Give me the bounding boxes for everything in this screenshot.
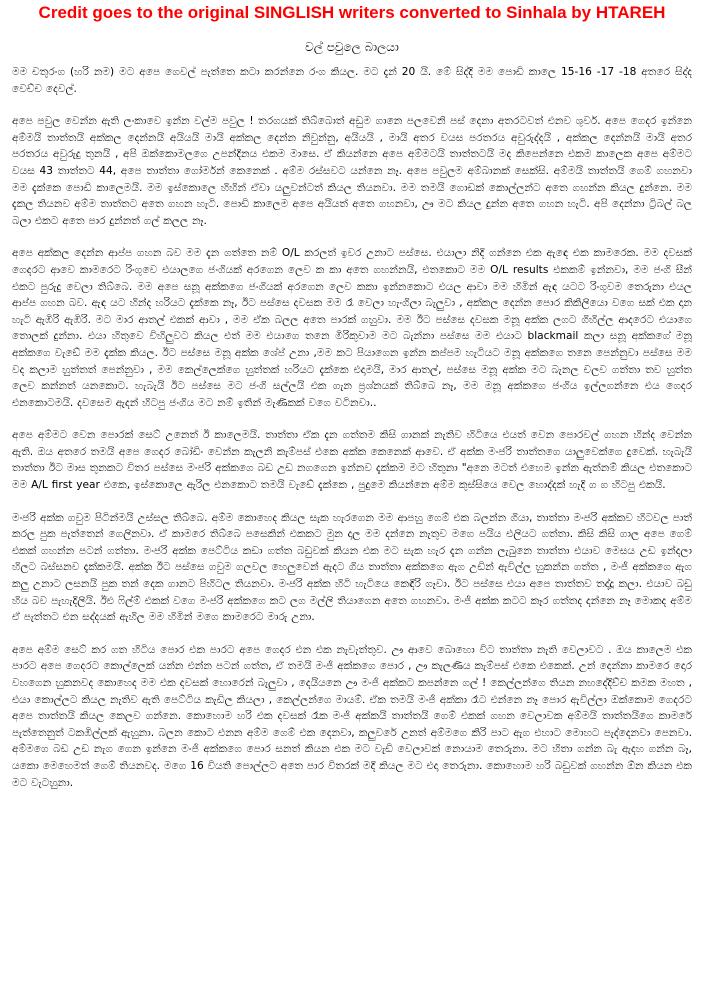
- paragraph: අපෙ පවුල වෙන්න ඇති ලංකාවෙ ඉන්න වල්ම පවුල ! තරගයක් තිබ්බොත් අඩුම ගානෙ පලවෙනි පස් දෙනා අතරටවත් එනව ශුවර්. අපෙ ගෙදර ඉන්නෙ අම්මයි තාත්තයි අක්කල දෙන්නයි අයියයි මායි අක්කල දෙන්න නිවුන්නු, අයියයි , මායි අතර වයස පරතරය අවුරුද්දයි , අක්කල දෙන්නයි මායි අතර පරතරය අවුරුදු තුනයි , අපි ඔක්කොමලගෙ උපන්දිනය එකම මාසෙ. ඒ කියන්නෙ අපෙ අම්මටයි තාත්තටයි මද කිපෙන්නෙ එකම කාලෙක අපෙ අම්මට වයස 43 තාත්තට 44, අපෙ තාත්තා ගෝර්මන් කෙනෙක් . අම්ම රස්සවට යන්නෙ නෑ. අපෙ පවුලම අම්බානක් සෙක්සි. අම්මයි තාත්තයි ගෙම් ගහනවා මම දැක්කෙ පොඩි කාලෙමයි. මම ඉස්කොලෙ හිහින් ඒවා යලුවන්ටත් කියල තියනවා. මම තමයි ගොඩක් කොල්ලන්ට අතෙ ගහන්න කියල දුන්නෙ. මම දැකල තියනව අම්ම තාත්තට අතෙ ගහන හැටි. පොඩි කාලෙම අපෙ අයියත් අතෙ ගහනවා, ඌ මට කියල දුන්න අතෙ ගහන හැටි. අපි දෙන්නා ට්‍රිබල් බල බලා එකට අතෙ පාර දුන්නත් ගල් කලල නෑ.: [12, 115, 692, 227]
- paragraph: අපෙ අම්ම සෙට් කර ගත හිටිය පොර එක පාරට අපෙ ගෙදර එන එක නැවැත්තුව. ඌ ආවෙ බොහො විට තාත්තා නැති වෙලාවට . ඔය කාලෙම එක පාරට අපෙ ගෙදරට කොල්ලෙක් යන්න එන්න පටන් ගත්ත, ඒ තමයි මංජි අක්කගෙ පොර , ඌ කැලණිය කැම්පස් එකෙ එකෙක්. උන් දෙන්නා කාමරෙ දොර වහගෙන හුකනවද කොහෙද මම එක දවසක් හොරෙන් බැලුවා , දෙයියනෙ ඌ මංජි අක්කට කපන්නෙ ගල් ! කෙල්ලන්ගෙ තියන නහදේදිච්ච කමක මහත , එයා කොල්ලට කියල නැතිව ඇති පෙට්ටිය කැඩිල කියලා , කෙල්ලන්ගෙ මායම්. ඒක තමයි මංජි අක්කා රෑට එන්නෙ නෑ පොර ඇවිල්ලා ඔක්කොම ගෙදරට අපෙ තාත්තයි කියල කෙලව ගන්නෙ. කොහොම හරි එක දවසක් රෑක මංජි අක්කයි තාත්තයි ගෙම් එකක් ගහන වෙලාවක අම්මයි තාත්තයිගෙ කාමරේ පැත්තෙනුත් ටකඹිල්ලක් ඇහුනා. බලන කොට එනන අම්ම ගෙම් එක දෙනවා, කලුවරේ උනත් අම්මගෙ කිරි පාට ඇග එහාට මොහට පැද්දෙනවා පෙනවා. අම්මගෙ බඩ උඩ නැග ගෙන ඉන්නෙ මංජි අක්කගෙ පොර සනත් කියන එක මට වැඩි වෙලාවක් නොයාම තෙරුනා. මට හිතා ගන්න බැ ඇදහ ගන්න බෑ, යකො මෙහෙමත් ගෙම් තියනවද. මගෙ 16 වියති පොල්ලට අතෙ පාර විතරක් මදි කියල මට එදා තෙරුනා. කොහොම හරි බඩුවක් ගහන්න ඕන කියන එක මට වැටහුනා.: [12, 643, 693, 789]
- story-body: [12, 64, 692, 807]
- story-title: වල් පවුලෙ බාලයා: [305, 40, 399, 54]
- paragraph: මංජරි අක්ක ගවුම පිටින්මයි උස්සල තිබ්බෙ. අම්ම කොහෙද කියල සැක හැරගෙන මම ආපහු ගෙම් එක බලන්න ගියා, තාත්තා මංජරි අක්කව හිටවල පාත් කරල පුක පැත්තෙන් ගෙලිනවා. ඒ කාමරෙ තිබ්බෙ පසෙකින් එකකට මුන දාල මම දන්නෙ නැතුව මගෙ පයිය එලියට ගත්තා. කිසි කිසි ගාල අපෙ ගෙම් එකක් ගහන්න පටන් ගත්තා. මංජරි අක්ක පෙට්ටිය කඩා ගත්ත බඩුවක් කියන එක මට සැක හැර දැන ගන්න ලැබුනෙ තාත්තා එයාව මෙසය උඩ ඉන්දලා හිලට බස්සනව දැක්කමයි. අක්ක ඊට පස්සෙ ගවුම ගලවල හෙලුවෙන් ඇදට ගිය තාත්තා අක්කගෙ ඇග උඩින් ඇවිල්ල හුකන්න ගත්ත , මංජි අක්කගෙ ඇග කලු උනාට ලසනයි පුක තන් දෙක ගානට පිහිටල තියනවා. මංජරි අක්ක හිටි හැටියෙ කෙඳිරි ගෑවා. ඊට පස්සෙ එයා අපෙ තාත්තව තද්දූ කලා. එයාව බඩු හිය බව පැහැදිලියි. ඊළු ෆිල්ම් එකක් වගෙ මංජරි අක්කගෙ කට ලග මල්ලි තියාගෙන අතෙ ගහනවා. මංජි අක්ක කටට කෑර ගත්තද දන්නෙ නෑ මොකද අම්ම ඒ පැත්තට එන සද්දයක් ඇහිල මම හිමින් මගෙ කාමරෙට මාරු උනා.: [12, 511, 692, 624]
- paragraph: මම චතුරංග (හරි නම) මට අපෙ ගෙවල් පැත්තෙ කටා කරන්නෙ රංග කියල. මට දැන් 20 යි. මේ සිද්දි මම පොඩි කාලෙ 15-16 -17 -18 අතරෙ සිද්ද වෙච්ච දෙවල්.: [12, 66, 692, 95]
- credit-banner: Credit goes to the original SINGLISH writers converted to Sinhala by HTAREH: [38, 3, 666, 22]
- paragraph: අපෙ අක්කල දෙන්න ආප්ප ගහන බව මම දැන ගත්තෙ නම් O/L කරලත් ඉවර උනාට පස්සෙ. එයාලා නිදි ගන්නෙ එක ඇඳෙ එක කාමරෙක. මම දවසක් ගෙදරට ආවෙ කාමරෙට රිංගුවෙ එයාලගෙ ජංගියක් අරගෙන ලෙව ක කා අතෙ ගහන්නයි, එතකොට මම O/L results එකකම් ඉන්නවා, මම ජංගි සීන් එකට පුරුදු වෙලා තිබ්බෙ. මම අපෙ සනූ අක්කගෙ ජංගියක් අරගෙන ලෙව කකා ඉන්නකොට එයල ආවා මම හිමින් ඇඳ යටට රිංගුවම තෙරුනා එයල ආප්ප ගහන බව. ඇඳ යට හින්ද හරියට දැක්කෙ නෑ, ඊට පස්සෙ දවසක මම රෑ වෙලා හැංගිලා බැලුවා , අක්කල දෙන්න පොර කිකිලියො වගෙ සක් එක දාන හැටි ඇඹිරි ඇඹිරි. මට මාර ආතල් එකක් ආවා , මම ඒක බලල අතෙ පාරක් ගහුවා. මම ඊට පස්සෙ දවසක මනූ අක්ක ලගට ගිහිල්ල ආදරෙට එයාගෙ තොලක් දුන්නා. එයා හිතුවෙ විහිලුවට කියල එත් මම එයාගෙ තනෙ මිරිකුවාම මට බැන්නා පස්සෙ මම එයාට blackmail කලා සනූ අක්කගේ මනූ අක්කගෙ වැඩේ මම දැක්ක කියල. ඊට පස්සෙ මනූ අක්ක ශේප් උනා ,මම කට පියාගෙන ඉන්න කප්පම හැටියට මනූ අක්කගෙ තනෙ පෙන්නුවා පස්සෙ මම වද කලාම හුත්තත් පෙන්නුවා , මම කෙල්ලෙක්ගෙ හුත්තක් හරියට දැක්කෙ එදාමයි, මාර ආතල්, පස්සෙ මනූ අක්ක මට බැනල චලව ගත්තා තව හුත්ත ලෙව කන්නත් යනකොට. හැබැයි ඊට පස්සෙ මට ජංගි සල්ලයි එක ගැන ප්‍රශ්නයක් තිබ්බෙ නෑ, මම මනූ අක්කගෙ ජංගිය ඉල්ලගන්නෙ එය ගෙදර එනකොටමයි. දවසෙම ඇදන් හිටපු ජංගිය මට නම් ඉතින් මැණිකක් වගෙ වටිනවා..: [12, 247, 693, 409]
- paragraph: අපෙ අම්මට වෙන පොරක් සෙට් උනෙත් ඊ කාලෙමයි. තාත්තා ඒක දැන ගත්තම කිසි ගානක් නැතිව හිටියෙ එයත් වෙන පොරවල් ගහන හින්ද වෙන්න ඇති. ඔය අතරෙ තමයි අපෙ ගෙදර බෝඩිං වෙන්න කැලනි කැම්පස් එකෙ අක්ක කෙනෙක් ආවෙ. ඒ අක්ක මංජරි තාත්තගෙ යාලුවෙක්ගෙ දුවෙක්. හැබැයි තාත්තා ඊට මාස තුනකට විතර පස්සෙ මංජරි අක්කගෙ බඩ උඩ නගගෙන ඉන්නව දැක්කම මට හිතුනා "අනෙ මටත් එහෙම ඉන්න ඇත්නම් කියල එතකොට මම A/L first year එකෙ, ඉස්කොලෙ ඇරිල එනකොට තමයි වැඩේ දැක්කෙ , පුදුමෙ කියන්නෙ අම්ම කුස්සියෙ වෙල හොද්දක් හැදි ග ග හිටපු එකයි.: [12, 429, 692, 492]
